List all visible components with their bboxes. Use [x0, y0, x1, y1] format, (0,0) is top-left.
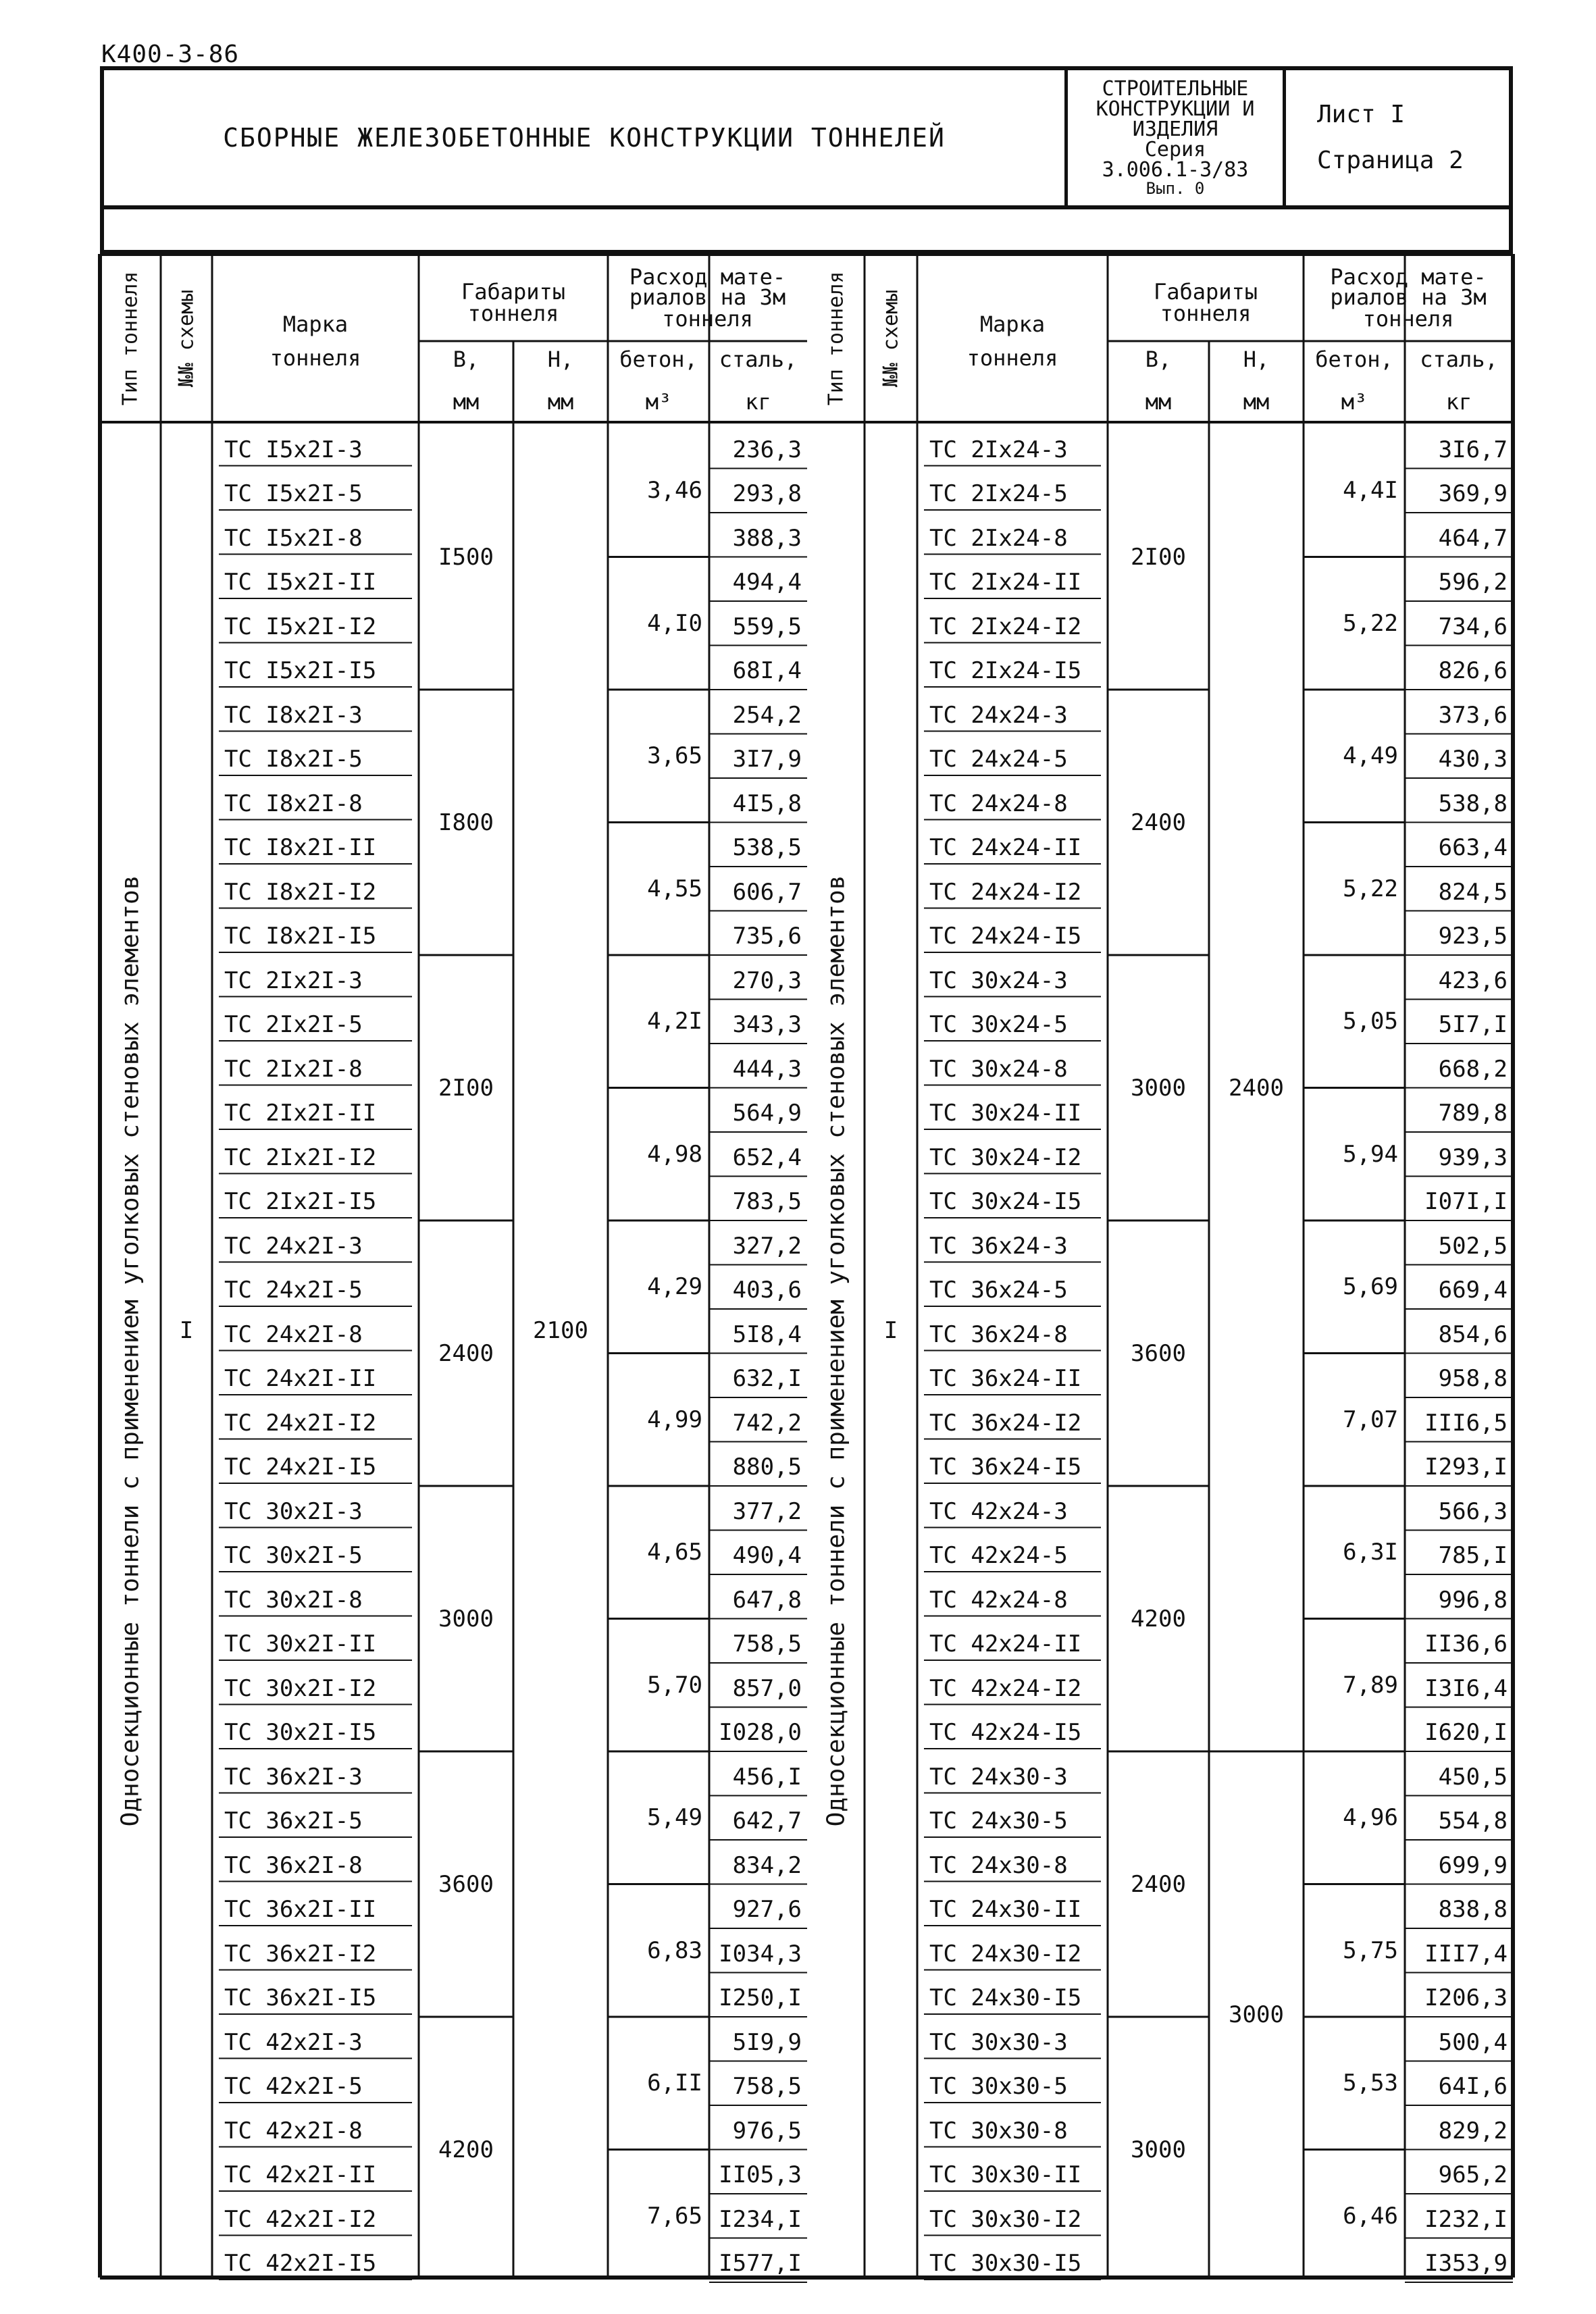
table-row-mark: ТС 42х2I-8 — [224, 2117, 363, 2144]
table-row-steel: 538,8 — [1438, 790, 1508, 817]
concrete-value: 4,49 — [1343, 742, 1398, 770]
width-value: 4200 — [438, 2136, 494, 2163]
table-row-steel: 596,2 — [1438, 569, 1508, 596]
column-header-mark: Марка — [282, 311, 349, 337]
table-row-mark: ТС 36х24-8 — [929, 1320, 1068, 1348]
concrete-value: 6,46 — [1343, 2202, 1398, 2230]
table-row-steel: 927,6 — [732, 1896, 802, 1923]
table-row-steel: 976,5 — [732, 2117, 802, 2144]
table-row-mark: ТС 30х2I-II — [224, 1630, 377, 1657]
table-row-steel: I577,I — [719, 2250, 802, 2277]
table-row-steel: 430,3 — [1438, 746, 1508, 773]
table-row-steel: I028,0 — [719, 1719, 802, 1746]
column-header-b-unit: мм — [453, 389, 480, 415]
table-row-steel: 373,6 — [1438, 701, 1508, 729]
table-row-steel: 789,8 — [1438, 1100, 1508, 1127]
table-row-mark: ТС 42х24-I2 — [929, 1674, 1082, 1702]
scheme-number: I — [179, 1317, 194, 1344]
concrete-value: 5,75 — [1343, 1936, 1398, 1964]
table-row-mark: ТС 30х30-8 — [929, 2117, 1068, 2144]
table-row-mark: ТС 42х2I-3 — [224, 2028, 363, 2056]
column-header-materials-sub: тоннеля — [1362, 306, 1454, 332]
table-row-mark: ТС 36х2I-II — [224, 1896, 377, 1923]
table-row-steel: I353,9 — [1424, 2250, 1508, 2277]
width-value: 2I00 — [438, 1074, 494, 1102]
column-header-mark: Марка — [979, 311, 1046, 337]
table-row-mark: ТС 2Iх24-5 — [929, 480, 1068, 507]
table-row-mark: ТС 24х2I-I5 — [224, 1454, 377, 1481]
table-row-steel: 785,I — [1438, 1542, 1508, 1569]
table-row-steel: 490,4 — [732, 1542, 802, 1569]
table-row-mark: ТС 42х2I-5 — [224, 2073, 363, 2100]
table-row-mark: ТС 24х30-I5 — [929, 1984, 1082, 2011]
table-row-steel: 838,8 — [1438, 1896, 1508, 1923]
table-row-steel: I206,3 — [1424, 1984, 1508, 2011]
table-row-mark: ТС 42х24-3 — [929, 1497, 1068, 1525]
table-row-steel: 880,5 — [732, 1454, 802, 1481]
table-row-mark: ТС 30х2I-5 — [224, 1542, 363, 1569]
table-row-mark: ТС 2Iх2I-8 — [224, 1055, 363, 1083]
table-row-mark: ТС 30х24-3 — [929, 967, 1068, 994]
table-row-mark: ТС 36х24-5 — [929, 1277, 1068, 1304]
table-row-mark: ТС 30х30-5 — [929, 2073, 1068, 2100]
concrete-value: 5,49 — [647, 1804, 702, 1832]
concrete-value: 5,69 — [1343, 1273, 1398, 1301]
table-row-mark: ТС 36х2I-I2 — [224, 1940, 377, 1968]
table-row-steel: III6,5 — [1424, 1409, 1508, 1437]
series-line: СТРОИТЕЛЬНЫЕ — [1102, 77, 1249, 101]
table-row-mark: ТС 30х24-8 — [929, 1055, 1068, 1083]
concrete-value: 4,55 — [647, 875, 702, 902]
table-row-steel: 854,6 — [1438, 1320, 1508, 1348]
table-row-mark: ТС 24х30-3 — [929, 1763, 1068, 1791]
table-row-steel: 652,4 — [732, 1143, 802, 1171]
table-row-mark: ТС 24х24-I2 — [929, 878, 1082, 906]
concrete-value: 6,3I — [1343, 1539, 1398, 1566]
table-row-mark: ТС 24х2I-8 — [224, 1320, 363, 1348]
column-header-dims: Габариты — [1153, 279, 1258, 305]
height-value: 3000 — [1229, 2001, 1284, 2028]
column-header-b: В, — [1145, 346, 1172, 372]
concrete-value: 4,65 — [647, 1539, 702, 1566]
table-row-steel: 68I,4 — [732, 657, 802, 684]
table-row-steel: II05,3 — [719, 2161, 802, 2188]
column-header-h-unit: мм — [547, 389, 574, 415]
table-row-mark: ТС 36х24-3 — [929, 1232, 1068, 1260]
table-row-steel: 464,7 — [1438, 524, 1508, 552]
table-row-mark: ТС 2Iх2I-I2 — [224, 1143, 377, 1171]
table-row-steel: 403,6 — [732, 1277, 802, 1304]
table-row-mark: ТС 24х30-8 — [929, 1851, 1068, 1879]
table-row-steel: 566,3 — [1438, 1497, 1508, 1525]
column-header-b-unit: мм — [1145, 389, 1172, 415]
column-header-steel: сталь, — [719, 346, 798, 372]
table-row-steel: I034,3 — [719, 1940, 802, 1968]
table-row-mark: ТС 42х24-II — [929, 1630, 1082, 1657]
column-header-mark-sub: тоннеля — [967, 345, 1058, 371]
table-row-mark: ТС I8х2I-3 — [224, 701, 363, 729]
table-row-steel: 758,5 — [732, 1630, 802, 1657]
concrete-value: 4,29 — [647, 1273, 702, 1301]
column-header-concrete: бетон, — [1315, 346, 1393, 372]
table-row-mark: ТС 2Iх24-I5 — [929, 657, 1082, 684]
table-row-steel: 538,5 — [732, 834, 802, 861]
table-row-mark: ТС 36х2I-5 — [224, 1807, 363, 1834]
column-header-materials-sub: тоннеля — [662, 306, 753, 332]
table-row-mark: ТС 24х30-I2 — [929, 1940, 1082, 1968]
concrete-value: 7,07 — [1343, 1406, 1398, 1433]
table-row-mark: ТС 2Iх2I-I5 — [224, 1188, 377, 1215]
table-row-steel: 647,8 — [732, 1586, 802, 1614]
table-row-mark: ТС 24х30-II — [929, 1896, 1082, 1923]
table-row-mark: ТС 2Iх2I-3 — [224, 967, 363, 994]
series-line: Вып. 0 — [1145, 179, 1205, 198]
column-header-type: Тип тоннеля — [118, 271, 143, 405]
table-row-mark: ТС 42х24-8 — [929, 1586, 1068, 1614]
table-row-mark: ТС 42х24-I5 — [929, 1719, 1082, 1746]
column-header-scheme: №№ схемы — [879, 289, 903, 387]
table-row-steel: 668,2 — [1438, 1055, 1508, 1083]
column-header-materials-sub: риалов на 3м — [629, 284, 786, 310]
table-row-steel: 554,8 — [1438, 1807, 1508, 1834]
width-value: 3000 — [1131, 1074, 1186, 1102]
width-value: 3600 — [1131, 1339, 1186, 1367]
column-header-mark-sub: тоннеля — [269, 345, 361, 371]
table-row-steel: 4I5,8 — [732, 790, 802, 817]
column-header-steel: сталь, — [1420, 346, 1498, 372]
table-row-mark: ТС 24х2I-5 — [224, 1277, 363, 1304]
concrete-value: 5,22 — [1343, 875, 1398, 902]
table-row-steel: 388,3 — [732, 524, 802, 552]
concrete-value: 3,46 — [647, 477, 702, 505]
table-row-mark: ТС 30х30-3 — [929, 2028, 1068, 2056]
table-row-mark: ТС 24х24-8 — [929, 790, 1068, 817]
concrete-value: 4,96 — [1343, 1804, 1398, 1832]
column-header-b: В, — [453, 346, 480, 372]
concrete-value: 4,4I — [1343, 477, 1398, 505]
table-row-steel: I234,I — [719, 2205, 802, 2233]
series-line: Серия — [1144, 138, 1206, 161]
table-row-mark: ТС 36х2I-8 — [224, 1851, 363, 1879]
table-row-mark: ТС 2Iх2I-II — [224, 1100, 377, 1127]
table-row-mark: ТС 24х30-5 — [929, 1807, 1068, 1834]
table-row-steel: 742,2 — [732, 1409, 802, 1437]
table-row-steel: 958,8 — [1438, 1365, 1508, 1392]
table-row-steel: 783,5 — [732, 1188, 802, 1215]
column-header-materials-sub: риалов на 3м — [1330, 284, 1487, 310]
table-row-steel: III7,4 — [1424, 1940, 1508, 1968]
column-header-steel-unit: кг — [745, 389, 771, 415]
table-row-mark: ТС 2Iх24-8 — [929, 524, 1068, 552]
table-row-mark: ТС 30х2I-8 — [224, 1586, 363, 1614]
width-value: 3000 — [438, 1605, 494, 1632]
table-row-steel: 254,2 — [732, 701, 802, 729]
table-row-steel: 669,4 — [1438, 1277, 1508, 1304]
table-row-mark: ТС I8х2I-5 — [224, 746, 363, 773]
table-row-mark: ТС 24х24-3 — [929, 701, 1068, 729]
table-row-mark: ТС 42х2I-I5 — [224, 2250, 377, 2277]
table-row-mark: ТС I8х2I-I5 — [224, 923, 377, 950]
table-row-mark: ТС I8х2I-II — [224, 834, 377, 861]
width-value: I500 — [438, 543, 494, 571]
table-row-mark: ТС 30х24-II — [929, 1100, 1082, 1127]
series-line: КОНСТРУКЦИИ И — [1096, 97, 1255, 121]
sheet-number: Лист I — [1317, 101, 1406, 128]
series-line: ИЗДЕЛИЯ — [1132, 118, 1218, 141]
table-row-steel: I3I6,4 — [1424, 1674, 1508, 1702]
table-row-steel: I293,I — [1424, 1454, 1508, 1481]
table-row-mark: ТС 24х24-II — [929, 834, 1082, 861]
table-row-steel: II36,6 — [1424, 1630, 1508, 1657]
concrete-value: 4,99 — [647, 1406, 702, 1433]
table-row-mark: ТС I5х2I-3 — [224, 436, 363, 463]
table-row-mark: ТС 30х2I-3 — [224, 1497, 363, 1525]
tunnel-type-label: Односекционные тоннели с применением уголковых стеновых элементов — [116, 875, 145, 1827]
table-row-steel: 293,8 — [732, 480, 802, 507]
table-row-mark: ТС 30х24-I5 — [929, 1188, 1082, 1215]
column-header-h-unit: мм — [1243, 389, 1270, 415]
column-header-materials: Расход мате- — [1330, 264, 1487, 290]
table-row-steel: 444,3 — [732, 1055, 802, 1083]
table-row-mark: ТС 36х24-I2 — [929, 1409, 1082, 1437]
column-header-steel-unit: кг — [1445, 389, 1472, 415]
table-row-steel: 606,7 — [732, 878, 802, 906]
table-row-steel: 450,5 — [1438, 1763, 1508, 1791]
table-row-steel: 270,3 — [732, 967, 802, 994]
table-row-mark: ТС 30х30-II — [929, 2161, 1082, 2188]
concrete-value: 5,70 — [647, 1671, 702, 1699]
table-row-mark: ТС 42х2I-I2 — [224, 2205, 377, 2233]
table-row-mark: ТС 30х30-I2 — [929, 2205, 1082, 2233]
width-value: 2400 — [438, 1339, 494, 1367]
table-row-mark: ТС I5х2I-8 — [224, 524, 363, 552]
table-row-steel: 456,I — [732, 1763, 802, 1791]
concrete-value: 5,53 — [1343, 2069, 1398, 2097]
table-row-steel: 494,4 — [732, 569, 802, 596]
table-row-mark: ТС 24х2I-II — [224, 1365, 377, 1392]
width-value: 2400 — [1131, 808, 1186, 836]
table-row-steel: 500,4 — [1438, 2028, 1508, 2056]
table-row-steel: 824,5 — [1438, 878, 1508, 906]
width-value: 2400 — [1131, 1870, 1186, 1898]
document-title: СБОРНЫЕ ЖЕЛЕЗОБЕТОННЫЕ КОНСТРУКЦИИ ТОННЕЛЕЙ — [104, 70, 1068, 205]
concrete-value: 3,65 — [647, 742, 702, 770]
table-row-steel: I250,I — [719, 1984, 802, 2011]
table-row-steel: I232,I — [1424, 2205, 1508, 2233]
table-row-steel: 423,6 — [1438, 967, 1508, 994]
table-row-mark: ТС 24х24-5 — [929, 746, 1068, 773]
page-number: Страница 2 — [1317, 147, 1464, 174]
width-value: 3600 — [438, 1870, 494, 1898]
table-row-mark: ТС 30х24-5 — [929, 1011, 1068, 1038]
column-header-type: Тип тоннеля — [824, 271, 848, 405]
height-value: 2400 — [1229, 1074, 1284, 1102]
table-row-steel: 834,2 — [732, 1851, 802, 1879]
column-header-scheme: №№ схемы — [174, 289, 199, 387]
table-row-mark: ТС 2Iх24-I2 — [929, 613, 1082, 640]
table-row-mark: ТС I5х2I-II — [224, 569, 377, 596]
table-row-steel: 734,6 — [1438, 613, 1508, 640]
concrete-value: 5,22 — [1343, 609, 1398, 637]
table-row-steel: 735,6 — [732, 923, 802, 950]
table-row-steel: 369,9 — [1438, 480, 1508, 507]
table-row-steel: 857,0 — [732, 1674, 802, 1702]
table-row-steel: 5I8,4 — [732, 1320, 802, 1348]
column-header-dims: Габариты — [461, 279, 566, 305]
concrete-value: 5,94 — [1343, 1140, 1398, 1168]
table-row-mark: ТС 24х2I-I2 — [224, 1409, 377, 1437]
table-row-mark: ТС 2Iх24-II — [929, 569, 1082, 596]
table-row-steel: 996,8 — [1438, 1586, 1508, 1614]
table-row-steel: 343,3 — [732, 1011, 802, 1038]
table-row-steel: 3I7,9 — [732, 746, 802, 773]
table-row-steel: 965,2 — [1438, 2161, 1508, 2188]
table-row-steel: 5I7,I — [1438, 1011, 1508, 1038]
table-row-mark: ТС I5х2I-I5 — [224, 657, 377, 684]
table-row-steel: 923,5 — [1438, 923, 1508, 950]
table-row-steel: 829,2 — [1438, 2117, 1508, 2144]
table-row-mark: ТС 36х24-I5 — [929, 1454, 1082, 1481]
table-row-mark: ТС 36х2I-I5 — [224, 1984, 377, 2011]
table-row-steel: 939,3 — [1438, 1143, 1508, 1171]
table-row-mark: ТС 36х24-II — [929, 1365, 1082, 1392]
table-row-mark: ТС I5х2I-I2 — [224, 613, 377, 640]
concrete-value: 5,05 — [1343, 1008, 1398, 1035]
table-row-mark: ТС 30х2I-I2 — [224, 1674, 377, 1702]
column-header-concrete-unit: м³ — [645, 389, 672, 415]
document-code: К400-3-86 — [101, 41, 240, 68]
column-header-h: Н, — [547, 346, 574, 372]
table-row-mark: ТС I5х2I-5 — [224, 480, 363, 507]
table-row-steel: I07I,I — [1424, 1188, 1508, 1215]
concrete-value: 6,83 — [647, 1936, 702, 1964]
table-row-steel: 64I,6 — [1438, 2073, 1508, 2100]
table-row-steel: 5I9,9 — [732, 2028, 802, 2056]
column-header-concrete: бетон, — [619, 346, 698, 372]
concrete-value: 4,I0 — [647, 609, 702, 637]
table-row-mark: ТС 30х24-I2 — [929, 1143, 1082, 1171]
concrete-value: 4,98 — [647, 1140, 702, 1168]
table-row-mark: ТС I8х2I-8 — [224, 790, 363, 817]
table-row-mark: ТС I8х2I-I2 — [224, 878, 377, 906]
column-header-h: Н, — [1243, 346, 1270, 372]
table-row-steel: 377,2 — [732, 1497, 802, 1525]
table-row-mark: ТС 24х24-I5 — [929, 923, 1082, 950]
table-row-steel: 642,7 — [732, 1807, 802, 1834]
table-row-mark: ТС 36х2I-3 — [224, 1763, 363, 1791]
table-row-steel: 559,5 — [732, 613, 802, 640]
table-row-steel: 502,5 — [1438, 1232, 1508, 1260]
table-row-mark: ТС 30х30-I5 — [929, 2250, 1082, 2277]
width-value: I800 — [438, 808, 494, 836]
concrete-value: 7,89 — [1343, 1671, 1398, 1699]
table-row-mark: ТС 2Iх2I-5 — [224, 1011, 363, 1038]
table-row-steel: 826,6 — [1438, 657, 1508, 684]
scheme-number: I — [883, 1317, 898, 1344]
table-row-steel: 3I6,7 — [1438, 436, 1508, 463]
series-line: 3.006.1-3/83 — [1102, 158, 1249, 182]
table-row-mark: ТС 30х2I-I5 — [224, 1719, 377, 1746]
height-value: 2100 — [533, 1317, 588, 1344]
table-row-steel: 663,4 — [1438, 834, 1508, 861]
column-header-materials: Расход мате- — [629, 264, 786, 290]
table-row-mark: ТС 42х2I-II — [224, 2161, 377, 2188]
table-row-mark: ТС 2Iх24-3 — [929, 436, 1068, 463]
table-row-steel: 327,2 — [732, 1232, 802, 1260]
table-row-steel: 236,3 — [732, 436, 802, 463]
column-header-concrete-unit: м³ — [1341, 389, 1368, 415]
width-value: 2I00 — [1131, 543, 1186, 571]
table-row-steel: 632,I — [732, 1365, 802, 1392]
table-row-steel: 758,5 — [732, 2073, 802, 2100]
table-row-steel: 564,9 — [732, 1100, 802, 1127]
table-row-steel: 699,9 — [1438, 1851, 1508, 1879]
table-row-steel: I620,I — [1424, 1719, 1508, 1746]
concrete-value: 4,2I — [647, 1008, 702, 1035]
width-value: 4200 — [1131, 1605, 1186, 1632]
concrete-value: 7,65 — [647, 2202, 702, 2230]
table-row-mark: ТС 24х2I-3 — [224, 1232, 363, 1260]
column-header-dims-sub: тоннеля — [1160, 301, 1252, 326]
table-row-mark: ТС 42х24-5 — [929, 1542, 1068, 1569]
concrete-value: 6,II — [647, 2069, 702, 2097]
column-header-dims-sub: тоннеля — [467, 301, 559, 326]
width-value: 3000 — [1131, 2136, 1186, 2163]
tunnel-type-label: Односекционные тоннели с применением уголковых стеновых элементов — [822, 875, 850, 1827]
